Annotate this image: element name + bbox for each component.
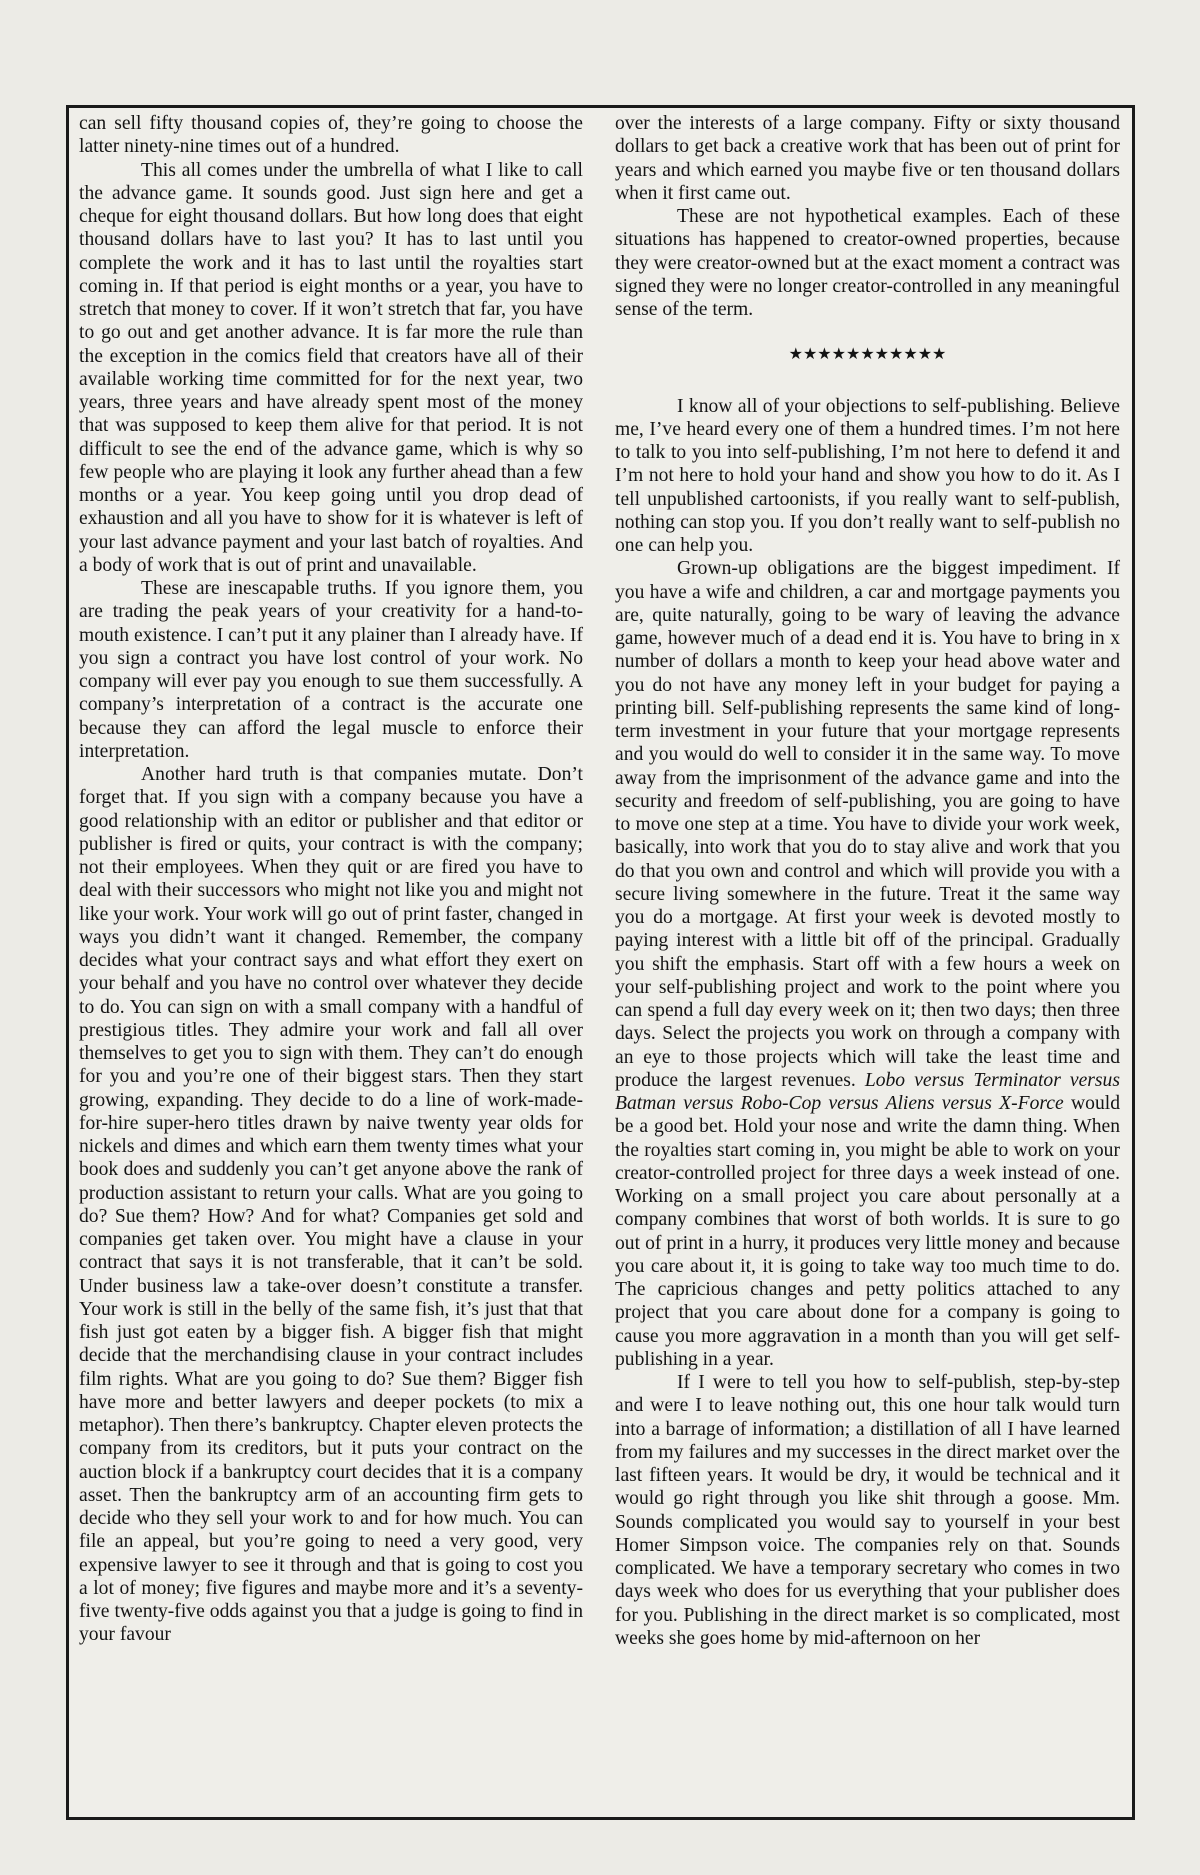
- paragraph: These are not hypothetical examples. Each of these situations has happened to creator-owned properties, because they were creator-owned but at the exact moment a contract was signed they were no longer creator-controlled in any meaningful sense of the term.: [615, 206, 1120, 320]
- paragraph: These are inescapable truths. If you ignore them, you are trading the peak years of your creativity for a hand-to-mouth existence. I can’t put it any plainer than I already have. If you sign a contract you have lost control of your work. No company will ever pay you enough to sue them successfully. A company’s interpretation of a contract is the accurate one because they can afford the legal muscle to enforce their interpretation.: [79, 578, 583, 762]
- paragraph: This all comes under the umbrella of what I like to call the advance game. It sounds good. Just sign here and get a cheque for eight thousand dollars. But how long does that eight thousand dollars have to last you? It has to last until you complete the work and it has to last until the royalties start coming in. If that period is eight months or a year, you have to stretch that money to cover. If it won’t stretch that far, you have to go out and get another advance. It is far more the rule than the exception in the comics field that creators have all of their available working time committed for for the next year, two years, three years and have already spent most of the money that was supposed to keep them alive for that period. It is not difficult to see the end of the advance game, which is why so few people who are playing it look any further ahead than a few months or a year. You keep going until you drop dead of exhaustion and all you have to show for it is whatever is left of your last advance payment and your last batch of royalties. And a body of work that is out of print and unavailable.: [79, 159, 583, 576]
- left-column: [79, 112, 583, 1647]
- paragraph: [615, 557, 1120, 1371]
- paragraph: If I were to tell you how to self-publish, step-by-step and were I to leave nothing out, this one hour talk would turn into a barrage of information; a distillation of all I have learned from my failures and my successes in the direct market over the last fifteen years. It would be dry, it would be technical and it would go right through you like shit through a goose. Mm. Sounds complicated you would say to yourself in your best Homer Simpson voice. The companies rely on that. Sounds complicated. We have a temporary secretary who comes in two days week who does for us everything that your publisher does for you. Publishing in the direct market is so complicated, most weeks she goes home by mid-afternoon on her: [615, 1372, 1120, 1649]
- paragraph: I know all of your objections to self-publishing. Believe me, I’ve heard every one of them a hundred times. I’m not here to talk to you into self-publishing, I’m not here to defend it and I’m not here to hold your hand and show you how to do it. As I tell unpublished cartoonists, if you really want to self-publish, nothing can stop you. If you don’t really want to self-publish no one can help you.: [615, 395, 1120, 556]
- right-column: [615, 112, 1120, 1650]
- paragraph-text: would be a good bet. Hold your nose and write the damn thing. When the royalties start coming in, you might be able to work on your creator-controlled project for three days a week instead of one. Working on a small project you care about personally at a company combines that worst of both worlds. It is sure to go out of print in a hurry, it produces very little money and because you care about it, it is going to take way too much time to do. The capricious changes and petty politics attached to any project that you care about done for a company is going to cause you more aggravation in a month than you will get self-publishing in a year.: [615, 1093, 1120, 1370]
- paragraph: Another hard truth is that companies mutate. Don’t forget that. If you sign with a company because you have a good relationship with an editor or publisher and that editor or publisher is fired or quits, your contract is with the company; not their employees. When they quit or are fired you have to deal with their successors who might not like you and might not like your work. Your work will go out of print faster, changed in ways you didn’t want it changed. Remember, the company decides what your contract says and what effort they exert on your behalf and you have no control over whatever they decide to do. You can sign on with a small company with a handful of prestigious titles. They admire your work and fall all over themselves to get you to sign with them. They can’t do enough for you and you’re one of their biggest stars. Then they start growing, expanding. They decide to do a line of work-made-for-hire super-hero titles drawn by naive twenty year olds for nickels and dimes and which earn them twenty times what your book does and suddenly you can’t get anyone above the rank of production assistant to return your calls. What are you going to do? Sue them? How? And for what? Companies get sold and companies get taken over. You might have a clause in your contract that says it is not transferable, that it can’t be sold. Under business law a take-over doesn’t constitute a transfer. Your work is still in the belly of the same fish, it’s just that that fish just got eaten by a bigger fish. A bigger fish that might decide that the merchandising clause in your contract includes film rights. What are you going to do? Sue them? Bigger fish have more and better lawyers and deeper pockets (to mix a metaphor). Then there’s bankruptcy. Chapter eleven protects the company from its creditors, but it puts your contract on the auction block if a bankruptcy court decides that it is a company asset. Then the bankruptcy arm of an accounting firm gets to decide who they sell your work to and for how much. You can file an appeal, but you’re going to need a very good, very expensive lawyer to see it through and that is going to cost you a lot of money; five figures and maybe more and it’s a seventy-five twenty-five odds against you that a judge is going to find in your favour: [79, 764, 583, 1646]
- italic-title: Lobo versus Terminator versus Batman versus Robo-Cop versus Aliens versus X-Force: [615, 1069, 1120, 1114]
- paragraph-text: Grown-up obligations are the biggest impediment. If you have a wife and children, a car and mortgage payments you are, quite naturally, going to be wary of leaving the advance game, however much of a dead end it is. You have to bring in x number of dollars a month to keep your head above water and you do not have any money left in your budget for paying a printing bill. Self-publishing represents the same kind of long-term investment in your future that your mortgage represents and you would do well to consider it in the same way. To move away from the imprisonment of the advance game and into the security and freedom of self-publishing, you are going to have to move one step at a time. You have to divide your work week, basically, into work that you do to stay alive and work that you do that you own and control and which will provide you with a secure living somewhere in the future. Treat it the same way you do a mortgage. At first your week is devoted mostly to paying interest with a little bit off of the principal. Gradually you shift the emphasis. Start off with a few hours a week on your self-publishing project and work to the point where you can spend a full day every week on it; then two days; then three days. Select the projects you work on through a company with an eye to those projects which will take the least time and produce the largest revenues.: [615, 558, 1120, 1091]
- paragraph: over the interests of a large company. Fifty or sixty thousand dollars to get back a creative work that has been out of print for years and which earned you maybe five or ten thousand dollars when it first came out.: [615, 113, 1120, 204]
- star-separator-icon: ★★★★★★★★★★★: [788, 346, 947, 364]
- paragraph: can sell fifty thousand copies of, they’re going to choose the latter ninety-nine times out of a hundred.: [79, 113, 583, 158]
- section-separator: [615, 343, 1120, 366]
